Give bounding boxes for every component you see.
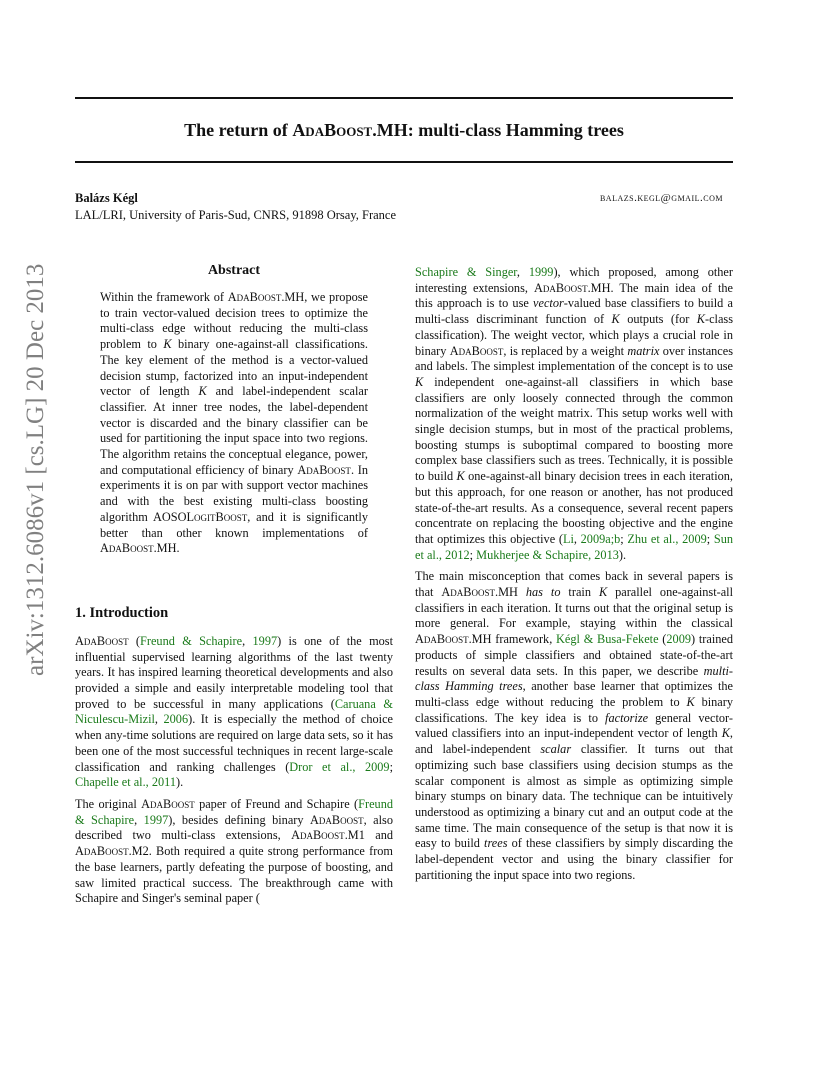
citation-link[interactable]: Freund & Schapire (140, 633, 243, 648)
citation-link[interactable]: Freund & Schapire (75, 796, 393, 827)
abstract-heading: Abstract (207, 263, 261, 278)
left-column (75, 262, 393, 907)
title-rule-top (75, 97, 733, 99)
intro-paragraph-2-start: The original AdaBoost paper of Freund and Schapire (Freund & Schapire, 1997), besides defining binary AdaBoost, also described two multi-class extensions, AdaBoost.M1 and AdaBoost.M2. Both required a quite strong performance from the base learners, partly defeating the purpose of boosting, and saw limited practical success. The breakthrough came with Schapire and Singer's seminal paper ( (75, 796, 393, 906)
abstract-text: Within the framework of AdaBoost.MH, we propose to train vector-valued decision trees to optimize the multi-class edge without reducing the multi-class problem to K binary one-against-all classifications. The key element of the method is a vector-valued decision stump, factorized into an input-independent vector of length K and label-independent scalar classifier. At inner tree nodes, the label-dependent vector is discarded and the binary classifier can be used for partitioning the input space into two regions. The algorithm retains the conceptual elegance, power, and computational efficiency of binary AdaBoost. In experiments it is on par with support vector machines and with the best existing multi-class boosting algorithm AOSOLogitBoost, and it is significantly better than other known implementations of AdaBoost.MH. (100, 290, 368, 556)
citation-link[interactable]: Caruana & Niculescu-Mizil (75, 696, 393, 727)
citation-link[interactable]: Li (562, 531, 574, 546)
citation-link[interactable]: Sun et al., 2012 (415, 531, 733, 562)
citation-link[interactable]: Schapire & Singer (415, 265, 517, 279)
citation-link[interactable]: 2009 (666, 632, 691, 647)
citation-link[interactable]: Dror et al., 2009 (289, 759, 390, 774)
citation-link[interactable]: 1997 (143, 812, 169, 827)
citation-link[interactable]: Mukherjee & Schapire, 2013 (476, 547, 619, 562)
arxiv-stamp: arXiv:1312.6086v1 [cs.LG] 20 Dec 2013 (22, 263, 49, 676)
right-column (415, 265, 733, 883)
citation-link[interactable]: 1997 (252, 633, 278, 648)
citation-link[interactable]: Chapelle et al., 2011 (75, 775, 176, 790)
citation-link[interactable]: 1999 (528, 265, 554, 279)
intro-paragraph-1: AdaBoost (Freund & Schapire, 1997) is one of the most influential supervised learning algorithms of the last twenty years. It has inspired learning theoretical developments and also provided a simple and easily interpretable modeling tool that proved to be successful in many applications (Caruana & Niculescu-Mizil, 2006). It is especially the method of choice when any-time solutions are required on large data sets, so it has been one of the most successful techniques in recent large-scale classification and ranking challenges (Dror et al., 2009; Chapelle et al., 2011). (75, 633, 394, 790)
citation-link[interactable]: 2006 (163, 712, 189, 727)
author-row (75, 191, 733, 207)
section-heading-introduction: 1. Introduction (75, 604, 169, 621)
author-affiliation: LAL/LRI, University of Paris-Sud, CNRS, 91898 Orsay, France (75, 208, 397, 222)
author-email[interactable]: balazs.kegl@gmail.com (599, 192, 723, 204)
author-name: Balázs Kégl (75, 191, 138, 205)
title-rule-bottom (75, 161, 733, 163)
citation-link[interactable]: Zhu et al., 2009 (627, 531, 707, 546)
intro-paragraph-3: The main misconception that comes back in several papers is that AdaBoost.MH has to train K parallel one-against-all classifiers in each iteration. It turns out that the original setup is more general. For example, staying within the classical AdaBoost.MH framework, Kégl & Busa-Fekete (2009) trained products of simple classifiers and obtained state-of-the-art results on several data sets. In this paper, we describe multi-class Hamming trees, another base learner that optimizes the multi-class edge without reducing the problem to K binary classifications. The key idea is to factorize general vector-valued classifiers into an input-independent vector of length K, and label-independent scalar classifier. It turns out that optimizing such base classifiers using decision stumps as the scalar component is almost as simple as optimizing simple binary stumps on binary data. The technique can be intuitively understood as optimizing a binary cut and an output code at the same time. The main consequence of the setup is that now it is easy to build trees of these classifiers by simply discarding the label-dependent vector and using the binary classifier for partitioning the input space into two regions. (415, 569, 734, 882)
citation-link[interactable]: Kégl & Busa-Fekete (556, 632, 659, 647)
paper-title: The return of AdaBoost.MH: multi-class Hamming trees (184, 120, 624, 140)
citation-link[interactable]: 2009a;b (580, 531, 621, 546)
intro-paragraph-2-continued: Schapire & Singer, 1999), which proposed, among other interesting extensions, AdaBoost.MH. The main idea of the this approach is to use vector-valued base classifiers to build a multi-class discriminant function of K outputs (for K-class classification). The weight vector, which plays a crucial role in binary AdaBoost, is replaced by a weight matrix over instances and labels. The simplest implementation of the concept is to use K independent one-against-all classifiers in which base classifiers are only loosely connected through the common normalization of the weight matrix. This setup works well with single decision stumps, but in most of the practical problems, boosting stumps is suboptimal compared to boosting more complex base classifiers such as trees. Technically, it is possible to build K one-against-all binary decision trees in each iteration, but this approach, for one reason or another, has not produced state-of-the-art results. As a consequence, several recent papers concentrate on replacing the boosting objective and the engine that optimizes this objective (Li, 2009a;b; Zhu et al., 2009; Sun et al., 2012; Mukherjee & Schapire, 2013). (415, 265, 733, 562)
